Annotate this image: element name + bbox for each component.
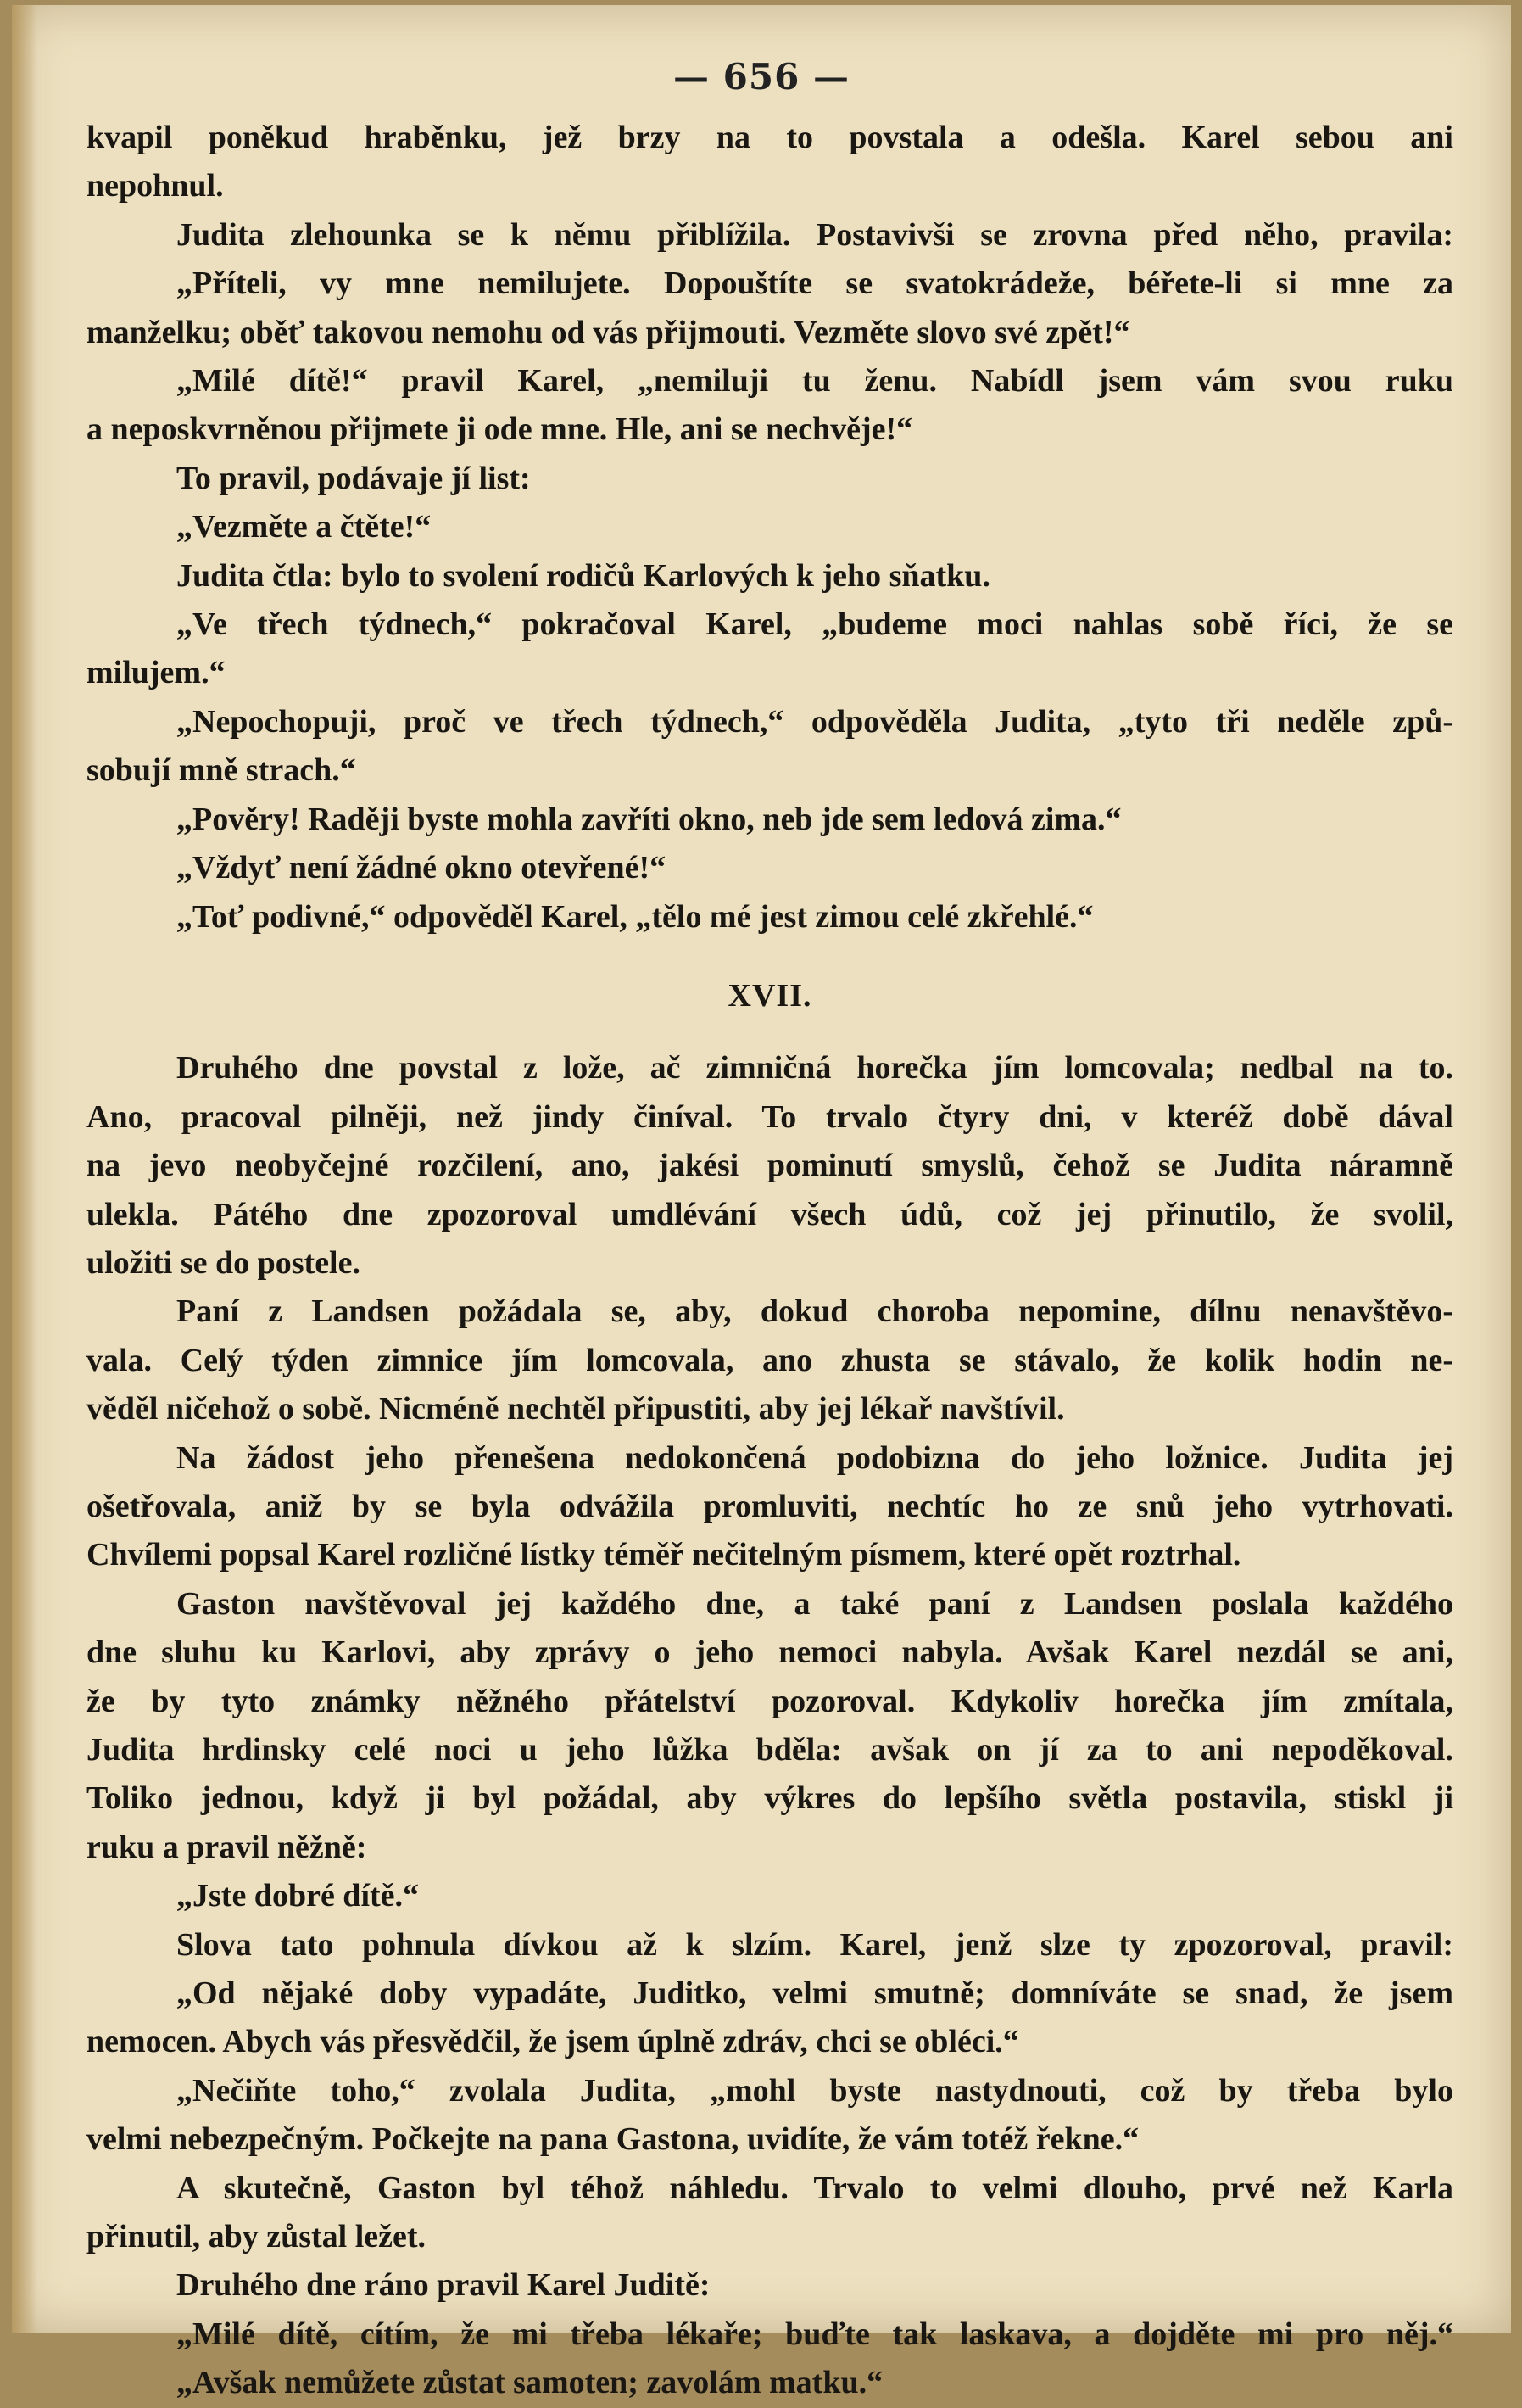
- text-line: velmi nebezpečným. Počkejte na pana Gastona, uvidíte, že vám totéž řekne.“: [86, 2121, 1140, 2158]
- text-line: „Jste dobré dítě.“: [176, 1878, 420, 1914]
- text-line: a neposkvrněnou přijmete ji ode mne. Hle, ani se nechvěje!“: [86, 411, 913, 448]
- text-line: Gaston navštěvoval jej každého dne, a také paní z Landsen poslala každého: [176, 1585, 1453, 1622]
- text-line: vala. Celý týden zimnice jím lomcovala, ano zhusta se stávalo, že kolik hodin ne-: [86, 1342, 1453, 1378]
- text-line: věděl ničehož o sobě. Nicméně nechtěl připustiti, aby jej lékař navštívil.: [86, 1391, 1065, 1427]
- text-line: na jevo neobyčejné rozčilení, ano, jakési pominutí smyslů, čehož se Judita náramně: [86, 1148, 1453, 1184]
- text-line: ruku a pravil něžně:: [86, 1829, 367, 1865]
- text-line: Paní z Landsen požádala se, aby, dokud choroba nepomine, dílnu nenavštěvo-: [176, 1293, 1453, 1330]
- text-line: Toliko jednou, když ji byl požádal, aby výkres do lepšího světla postavila, stiskl ji: [86, 1780, 1453, 1817]
- text-line: Druhého dne povstal z lože, ač zimničná horečka jím lomcovala; nedbal na to.: [176, 1050, 1453, 1087]
- text-block-bottom: [86, 1044, 1453, 2407]
- text-line: Slova tato pohnula dívkou až k slzím. Karel, jenž slze ty zpozoroval, pravil:: [176, 1926, 1453, 1963]
- text-line: „Milé dítě, cítím, že mi třeba lékaře; buďte tak laskava, a dojděte mi pro něj.“: [176, 2316, 1453, 2352]
- chapter-heading: XVII.: [728, 977, 812, 1014]
- text-line: Ano, pracoval pilněji, než jindy činíval. To trvalo čtyry dni, v kteréž době dával: [86, 1098, 1453, 1135]
- text-line: nemocen. Abych vás přesvědčil, že jsem úplně zdráv, chci se obléci.“: [86, 2024, 1019, 2060]
- text-line: že by tyto známky něžného přátelství pozoroval. Kdykoliv horečka jím zmítala,: [86, 1683, 1453, 1719]
- text-line: Judita hrdinsky celé noci u jeho lůžka bděla: avšak on jí za to ani nepoděkoval.: [86, 1732, 1453, 1768]
- text-line: „Vždyť není žádné okno otevřené!“: [176, 850, 666, 886]
- text-line: manželku; oběť takovou nemohu od vás přijmouti. Vezměte slovo své zpět!“: [86, 314, 1130, 350]
- text-line: Na žádost jeho přenešena nedokončená podobizna do jeho ložnice. Judita jej: [176, 1439, 1453, 1476]
- text-line: dne sluhu ku Karlovi, aby zprávy o jeho nemoci nabyla. Avšak Karel nezdál se ani,: [86, 1634, 1453, 1671]
- text-line: ulekla. Pátého dne zpozoroval umdlévání všech údů, což jej přinutilo, že svolil,: [86, 1196, 1453, 1232]
- text-line: „Příteli, vy mne nemilujete. Dopouštíte se svatokrádeže, béřete-li si mne za: [176, 265, 1453, 302]
- text-block-top: [86, 114, 1453, 941]
- text-line: milujem.“: [86, 655, 226, 691]
- text-line: Judita zlehounka se k němu přiblížila. Postavivši se zrovna před něho, pravila:: [176, 216, 1453, 253]
- text-line: Chvílemi popsal Karel rozličné lístky téměř nečitelným písmem, které opět roztrhal.: [86, 1537, 1241, 1573]
- page-number: — 656 —: [673, 56, 850, 98]
- text-line: Judita čtla: bylo to svolení rodičů Karlových k jeho sňatku.: [176, 557, 990, 594]
- text-line: „Vezměte a čtěte!“: [176, 509, 432, 545]
- text-line: A skutečně, Gaston byl téhož náhledu. Trvalo to velmi dlouho, prvé než Karla: [176, 2170, 1453, 2206]
- text-line: „Pověry! Raději byste mohla zavříti okno, neb jde sem ledová zima.“: [176, 801, 1122, 837]
- text-line: „Nepochopuji, proč ve třech týdnech,“ odpověděla Judita, „tyto tři neděle způ-: [176, 703, 1453, 740]
- body-text: [86, 114, 1453, 2408]
- text-line: „Nečiňte toho,“ zvolala Judita, „mohl byste nastydnouti, což by třeba bylo: [176, 2072, 1453, 2109]
- text-line: „Toť podivné,“ odpověděl Karel, „tělo mé jest zimou celé zkřehlé.“: [176, 898, 1094, 935]
- book-page: [12, 5, 1511, 2401]
- text-line: kvapil poněkud hraběnku, jež brzy na to povstala a odešla. Karel sebou ani: [86, 120, 1453, 155]
- text-line: „Ve třech týdnech,“ pokračoval Karel, „budeme moci nahlas sobě říci, že se: [176, 606, 1453, 643]
- text-line: To pravil, podávaje jí list:: [176, 460, 531, 496]
- text-line: uložiti se do postele.: [86, 1244, 360, 1281]
- text-line: přinutil, aby zůstal ležet.: [86, 2219, 426, 2255]
- text-line: nepohnul.: [86, 168, 224, 204]
- text-line: „Milé dítě!“ pravil Karel, „nemiluji tu ženu. Nabídl jsem vám svou ruku: [176, 363, 1453, 399]
- text-line: Druhého dne ráno pravil Karel Juditě:: [176, 2267, 711, 2304]
- text-line: sobují mně strach.“: [86, 752, 356, 789]
- text-line: ošetřovala, aniž by se byla odvážila promluviti, nechtíc ho ze snů jeho vytrhovati.: [86, 1488, 1453, 1524]
- text-line: „Od nějaké doby vypadáte, Juditko, velmi smutně; domníváte se snad, že jsem: [176, 1975, 1453, 2012]
- text-line: „Avšak nemůžete zůstat samoten; zavolám matku.“: [176, 2365, 884, 2401]
